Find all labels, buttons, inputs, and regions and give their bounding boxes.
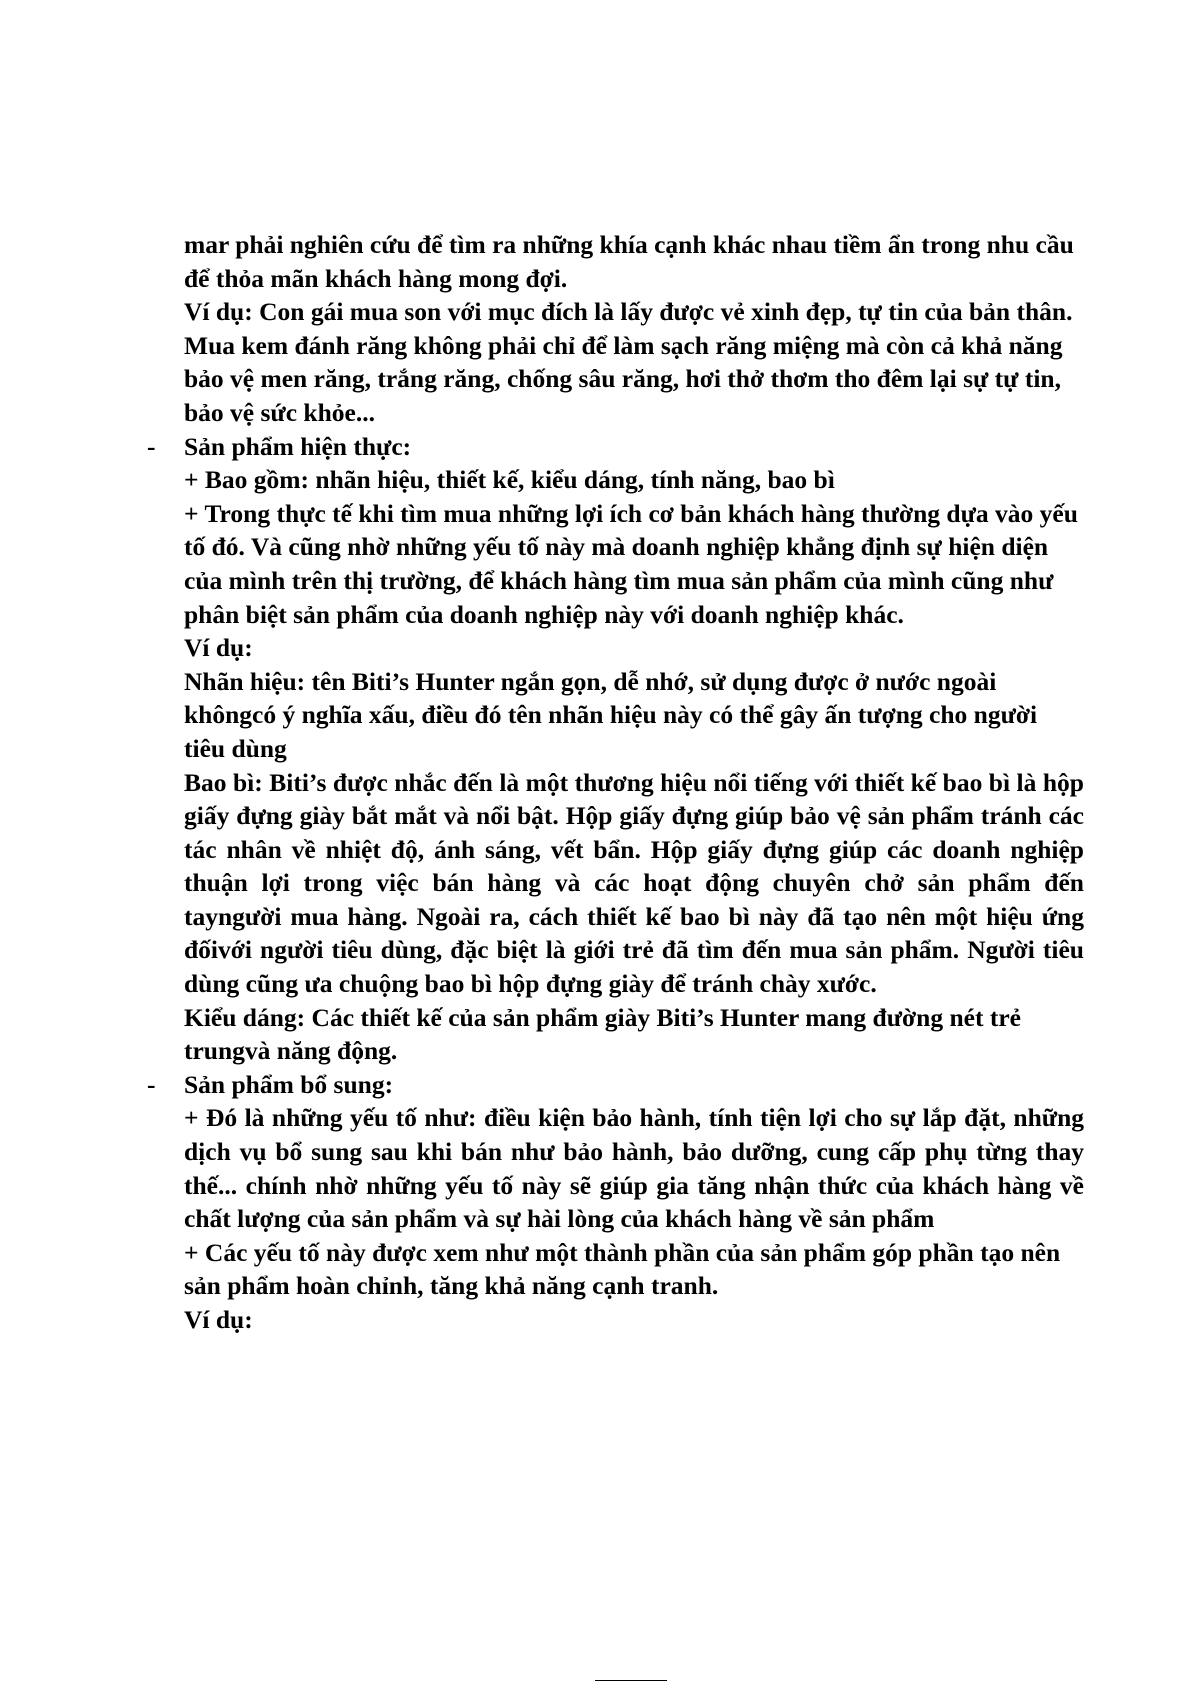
footer-divider bbox=[595, 1680, 667, 1681]
bullet-item-actual-product bbox=[147, 430, 1084, 464]
document-body bbox=[147, 228, 1084, 1337]
bullet-item-augmented-product bbox=[147, 1068, 1084, 1102]
example-label: Ví dụ: bbox=[184, 633, 253, 663]
paragraph: + Bao gồm: nhãn hiệu, thiết kế, kiểu dáng, tính năng, bao bì bbox=[184, 465, 835, 495]
bullet-label: Sản phẩm hiện thực: bbox=[184, 431, 412, 461]
bullet-dash: - bbox=[147, 431, 156, 461]
paragraph-packaging: Bao bì: Biti’s được nhắc đến là một thương hiệu nổi tiếng với thiết kế bao bì là hộp giấy đựng giày bắt mắt và nổi bật. Hộp giấy đựng giúp bảo vệ sản phẩm tránh các tác nhân về nhiệt độ, ánh sáng, vết bẩn. Hộp giấy đựng giúp các doanh nghiệp thuận lợi trong việc bán hàng và các hoạt động chuyên chở sản phẩm đến tayngười mua hàng. Ngoài ra, cách thiết kế bao bì này đã tạo nên một hiệu ứng đốivới người tiêu dùng, đặc biệt là giới trẻ đã tìm đến mua sản phẩm. Người tiêu dùng cũng ưa chuộng bao bì hộp đựng giày để tránh chày xước. bbox=[184, 767, 1084, 999]
bullet-label: Sản phẩm bổ sung: bbox=[184, 1069, 394, 1099]
bullet-dash: - bbox=[147, 1069, 156, 1099]
paragraph: mar phải nghiên cứu để tìm ra những khía cạnh khác nhau tiềm ẩn trong nhu cầu để thỏa mãn khách hàng mong đợi. bbox=[184, 230, 1074, 293]
paragraph-style: Kiểu dáng: Các thiết kế của sản phẩm giày Biti’s Hunter mang đường nét trẻ trungvà năng động. bbox=[184, 1002, 1021, 1066]
paragraph: + Đó là những yếu tố như: điều kiện bảo hành, tính tiện lợi cho sự lắp đặt, những dịch vụ bổ sung sau khi bán như bảo hành, bảo dưỡng, cung cấp phụ từng thay thế... chính nhờ những yếu tố này sẽ giúp gia tăng nhận thức của khách hàng về chất lượng của sản phẩm và sự hài lòng của khách hàng về sản phẩm bbox=[184, 1103, 1084, 1234]
paragraph: + Trong thực tế khi tìm mua những lợi ích cơ bản khách hàng thường dựa vào yếu tố đó. Và cũng nhờ những yếu tố này mà doanh nghiệp khẳng định sự hiện diện của mình trên thị trường, để khách hàng tìm mua sản phẩm của mình cũng như phân biệt sản phẩm của doanh nghiệp này với doanh nghiệp khác. bbox=[184, 498, 1078, 629]
paragraph: + Các yếu tố này được xem như một thành phần của sản phẩm góp phần tạo nên sản phẩm hoàn chỉnh, tăng khả năng cạnh tranh. bbox=[184, 1237, 1061, 1301]
example-label: Ví dụ: bbox=[184, 1305, 253, 1334]
paragraph-brand: Nhãn hiệu: tên Biti’s Hunter ngắn gọn, dễ nhớ, sử dụng được ở nước ngoài khôngcó ý nghĩa xấu, điều đó tên nhãn hiệu này có thể gây ấn tượng cho người tiêu dùng bbox=[184, 666, 1038, 763]
example-paragraph: Ví dụ: Con gái mua son với mục đích là lấy được vẻ xinh đẹp, tự tin của bản thân. Mua kem đánh răng không phải chỉ để làm sạch răng miệng mà còn cả khả năng bảo vệ men răng, trắng răng, chống sâu răng, hơi thở thơm tho đêm lại sự tự tin, bảo vệ sức khỏe... bbox=[184, 297, 1073, 427]
